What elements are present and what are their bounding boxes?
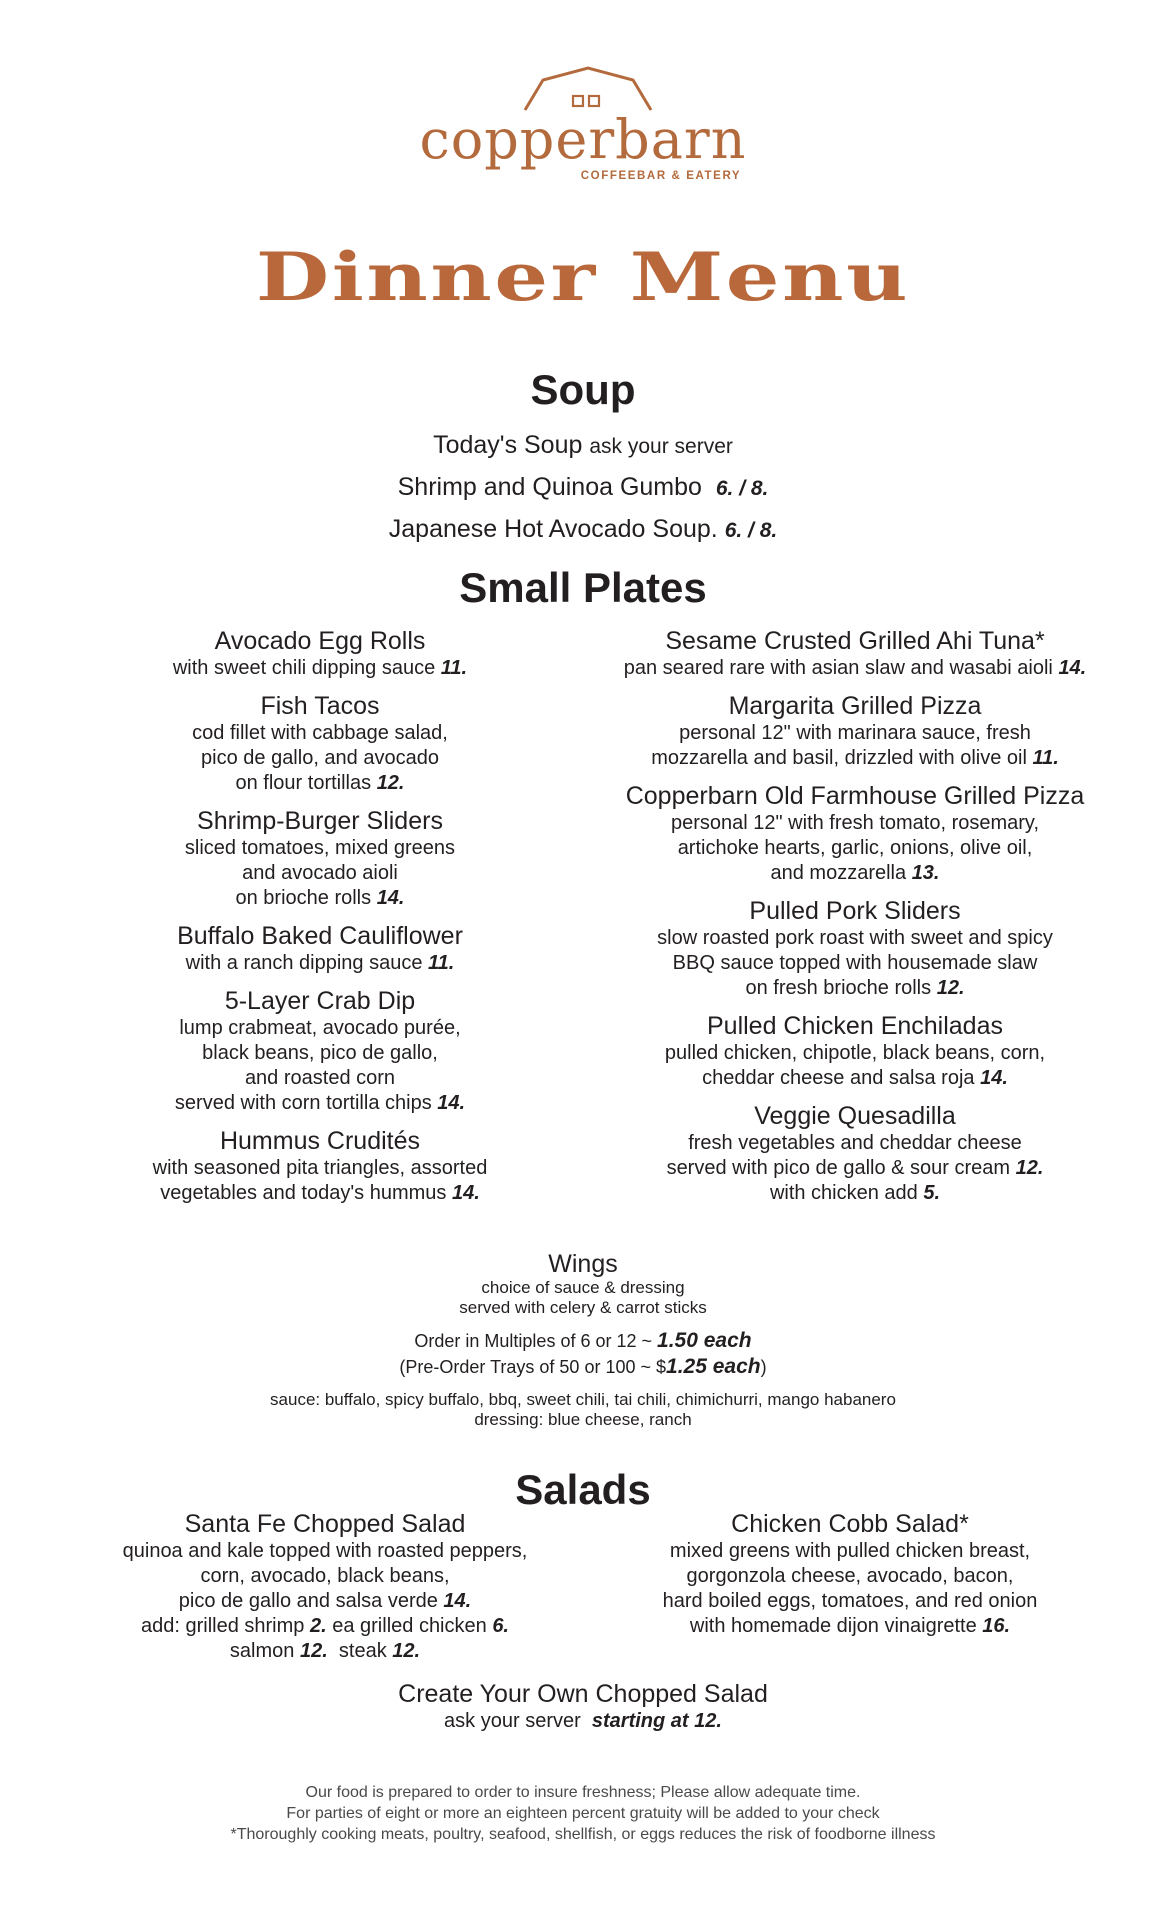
menu-item-description: quinoa and kale topped with roasted peppers, corn, avocado, black beans, pico de gallo and salsa verde 14. add: grilled shrimp 2. ea grilled chicken 6. salmon 12. steak 12. (122, 1540, 528, 1662)
soup-item-price: 6. / 8. (715, 477, 769, 500)
wings-name: Wings (548, 1250, 618, 1278)
soup-item (0, 430, 1166, 462)
wings-sauce-options: sauce: buffalo, spicy buffalo, bbq, sweet chili, tai chili, chimichurri, mango habanero (270, 1390, 896, 1409)
menu-item-description: sliced tomatoes, mixed greens and avocado aioli on brioche rolls 14. (184, 837, 456, 909)
menu-item-description: ask your server starting at 12. (444, 1710, 722, 1732)
menu-item-price: starting at 12. (591, 1710, 722, 1732)
menu-item-name: Chicken Cobb Salad* (731, 1510, 969, 1538)
menu-item-name: Sesame Crusted Grilled Ahi Tuna* (665, 627, 1045, 655)
menu-item (585, 1012, 1125, 1091)
soup-item-price: 6. / 8. (724, 519, 778, 542)
footer-line: For parties of eight or more an eighteen percent gratuity will be added to your check (286, 1805, 880, 1822)
menu-item-description: with a ranch dipping sauce 11. (185, 952, 455, 974)
footer-line: *Thoroughly cooking meats, poultry, seafood, shellfish, or eggs reduces the risk of foodborne illness (230, 1826, 936, 1843)
wings-tray-price: 1.25 each (666, 1355, 761, 1378)
menu-item-description: personal 12" with fresh tomato, rosemary, artichoke hearts, garlic, onions, olive oil, and mozzarella 13. (671, 812, 1039, 884)
menu-item (100, 692, 540, 796)
menu-item-name: Veggie Quesadilla (754, 1102, 956, 1130)
logo-wordmark: copperbarn (419, 108, 747, 171)
menu-item-name: Hummus Crudités (219, 1127, 421, 1155)
menu-item (585, 782, 1125, 886)
small-plates-left-column (100, 627, 540, 1217)
menu-item-price: 14. (1058, 657, 1087, 679)
menu-item-description: cod fillet with cabbage salad, pico de gallo, and avocado on flour tortillas 12. (192, 722, 448, 794)
menu-item-description: pan seared rare with asian slaw and wasabi aioli 14. (623, 657, 1087, 679)
footer-line: Our food is prepared to order to insure freshness; Please allow adequate time. (305, 1784, 861, 1801)
menu-item-price: 14. (376, 887, 405, 909)
page-title: Dinner Menu (255, 238, 911, 316)
soup-item-name: Japanese Hot Avocado Soup. (388, 515, 718, 543)
menu-item-price: 14. (451, 1182, 480, 1204)
logo-tagline: COFFEEBAR & EATERY (580, 170, 742, 182)
wings-section (0, 1250, 1166, 1430)
menu-item-description: with sweet chili dipping sauce 11. (172, 657, 468, 679)
wings-description-line: choice of sauce & dressing (481, 1278, 685, 1297)
menu-item-name: Santa Fe Chopped Salad (184, 1510, 466, 1538)
menu-item-name: Pulled Pork Sliders (749, 897, 961, 925)
salads-heading: Salads (515, 1466, 651, 1513)
salad-right-column (615, 1510, 1085, 1639)
soup-item (0, 472, 1166, 504)
menu-item-name: Copperbarn Old Farmhouse Grilled Pizza (625, 782, 1085, 810)
wings-description-line: served with celery & carrot sticks (459, 1298, 707, 1317)
menu-item-description: fresh vegetables and cheddar cheese served with pico de gallo & sour cream 12. with chicken add 5. (666, 1132, 1044, 1204)
menu-item-name: Margarita Grilled Pizza (728, 692, 982, 720)
menu-item-price: 14. (437, 1092, 466, 1114)
wings-tray-line: (Pre-Order Trays of 50 or 100 ~ $1.25 each) (399, 1355, 767, 1378)
small-plates-heading: Small Plates (459, 564, 707, 611)
soup-item-name: Shrimp and Quinoa Gumbo (397, 473, 702, 501)
menu-item-name: Shrimp-Burger Sliders (197, 807, 443, 835)
menu-item (100, 627, 540, 681)
menu-item-name: Create Your Own Chopped Salad (398, 1680, 768, 1708)
menu-item-price: 11. (1032, 747, 1059, 769)
menu-item-price: 14. (980, 1067, 1008, 1089)
menu-item-description: pulled chicken, chipotle, black beans, corn, cheddar cheese and salsa roja 14. (664, 1042, 1046, 1089)
menu-item-extra-price: 5. (923, 1182, 941, 1204)
create-salad-item (0, 1680, 1166, 1734)
menu-item-description: lump crabmeat, avocado purée, black beans, pico de gallo, and roasted corn served with corn tortilla chips 14. (174, 1017, 466, 1114)
menu-item (100, 987, 540, 1116)
menu-item-description: with seasoned pita triangles, assorted vegetables and today's hummus 14. (152, 1157, 488, 1204)
menu-item (100, 922, 540, 976)
menu-item-name: Pulled Chicken Enchiladas (706, 1012, 1003, 1040)
menu-item (100, 1127, 540, 1206)
menu-item-price: 11. (440, 657, 468, 679)
menu-item-description: mixed greens with pulled chicken breast, gorgonzola cheese, avocado, bacon, hard boiled eggs, tomatoes, and red onion with homemade dijon vinaigrette 16. (662, 1540, 1038, 1637)
menu-item-name: Buffalo Baked Cauliflower (177, 922, 463, 950)
menu-item (585, 897, 1125, 1001)
small-plates-right-column (585, 627, 1125, 1217)
menu-item-price: 12. (1015, 1157, 1044, 1179)
soup-item (0, 514, 1166, 546)
menu-item (585, 692, 1125, 771)
menu-item-description: personal 12" with marinara sauce, fresh mozzarella and basil, drizzled with olive oil 11. (651, 722, 1059, 769)
copperbarn-logo (0, 66, 1166, 196)
menu-item-name: Fish Tacos (260, 692, 380, 720)
barn-roof-icon (523, 66, 653, 114)
menu-item-price: 12. (376, 772, 405, 794)
menu-item-price: 13. (911, 862, 940, 884)
menu-item-price: 16. (982, 1615, 1011, 1637)
menu-item-price: 11. (428, 952, 455, 974)
salad-left-column (80, 1510, 570, 1664)
menu-item-name: 5-Layer Crab Dip (224, 987, 416, 1015)
menu-item-price: 12. (936, 977, 965, 999)
wings-dressing-options: dressing: blue cheese, ranch (474, 1410, 692, 1429)
menu-item-name: Avocado Egg Rolls (214, 627, 426, 655)
menu-item (585, 1102, 1125, 1206)
menu-item (100, 807, 540, 911)
wings-order-price: 1.50 each (657, 1329, 752, 1352)
menu-item (585, 627, 1125, 681)
wings-order-line: Order in Multiples of 6 or 12 ~ 1.50 each (414, 1329, 752, 1352)
menu-item-price: 14. (443, 1590, 472, 1612)
soup-item-name: Today's Soup (433, 431, 583, 459)
footer-notes (0, 1782, 1166, 1845)
soup-heading: Soup (530, 366, 636, 413)
menu-item-description: slow roasted pork roast with sweet and spicy BBQ sauce topped with housemade slaw on fresh brioche rolls 12. (657, 927, 1053, 999)
soup-item-note: ask your server (589, 435, 733, 458)
